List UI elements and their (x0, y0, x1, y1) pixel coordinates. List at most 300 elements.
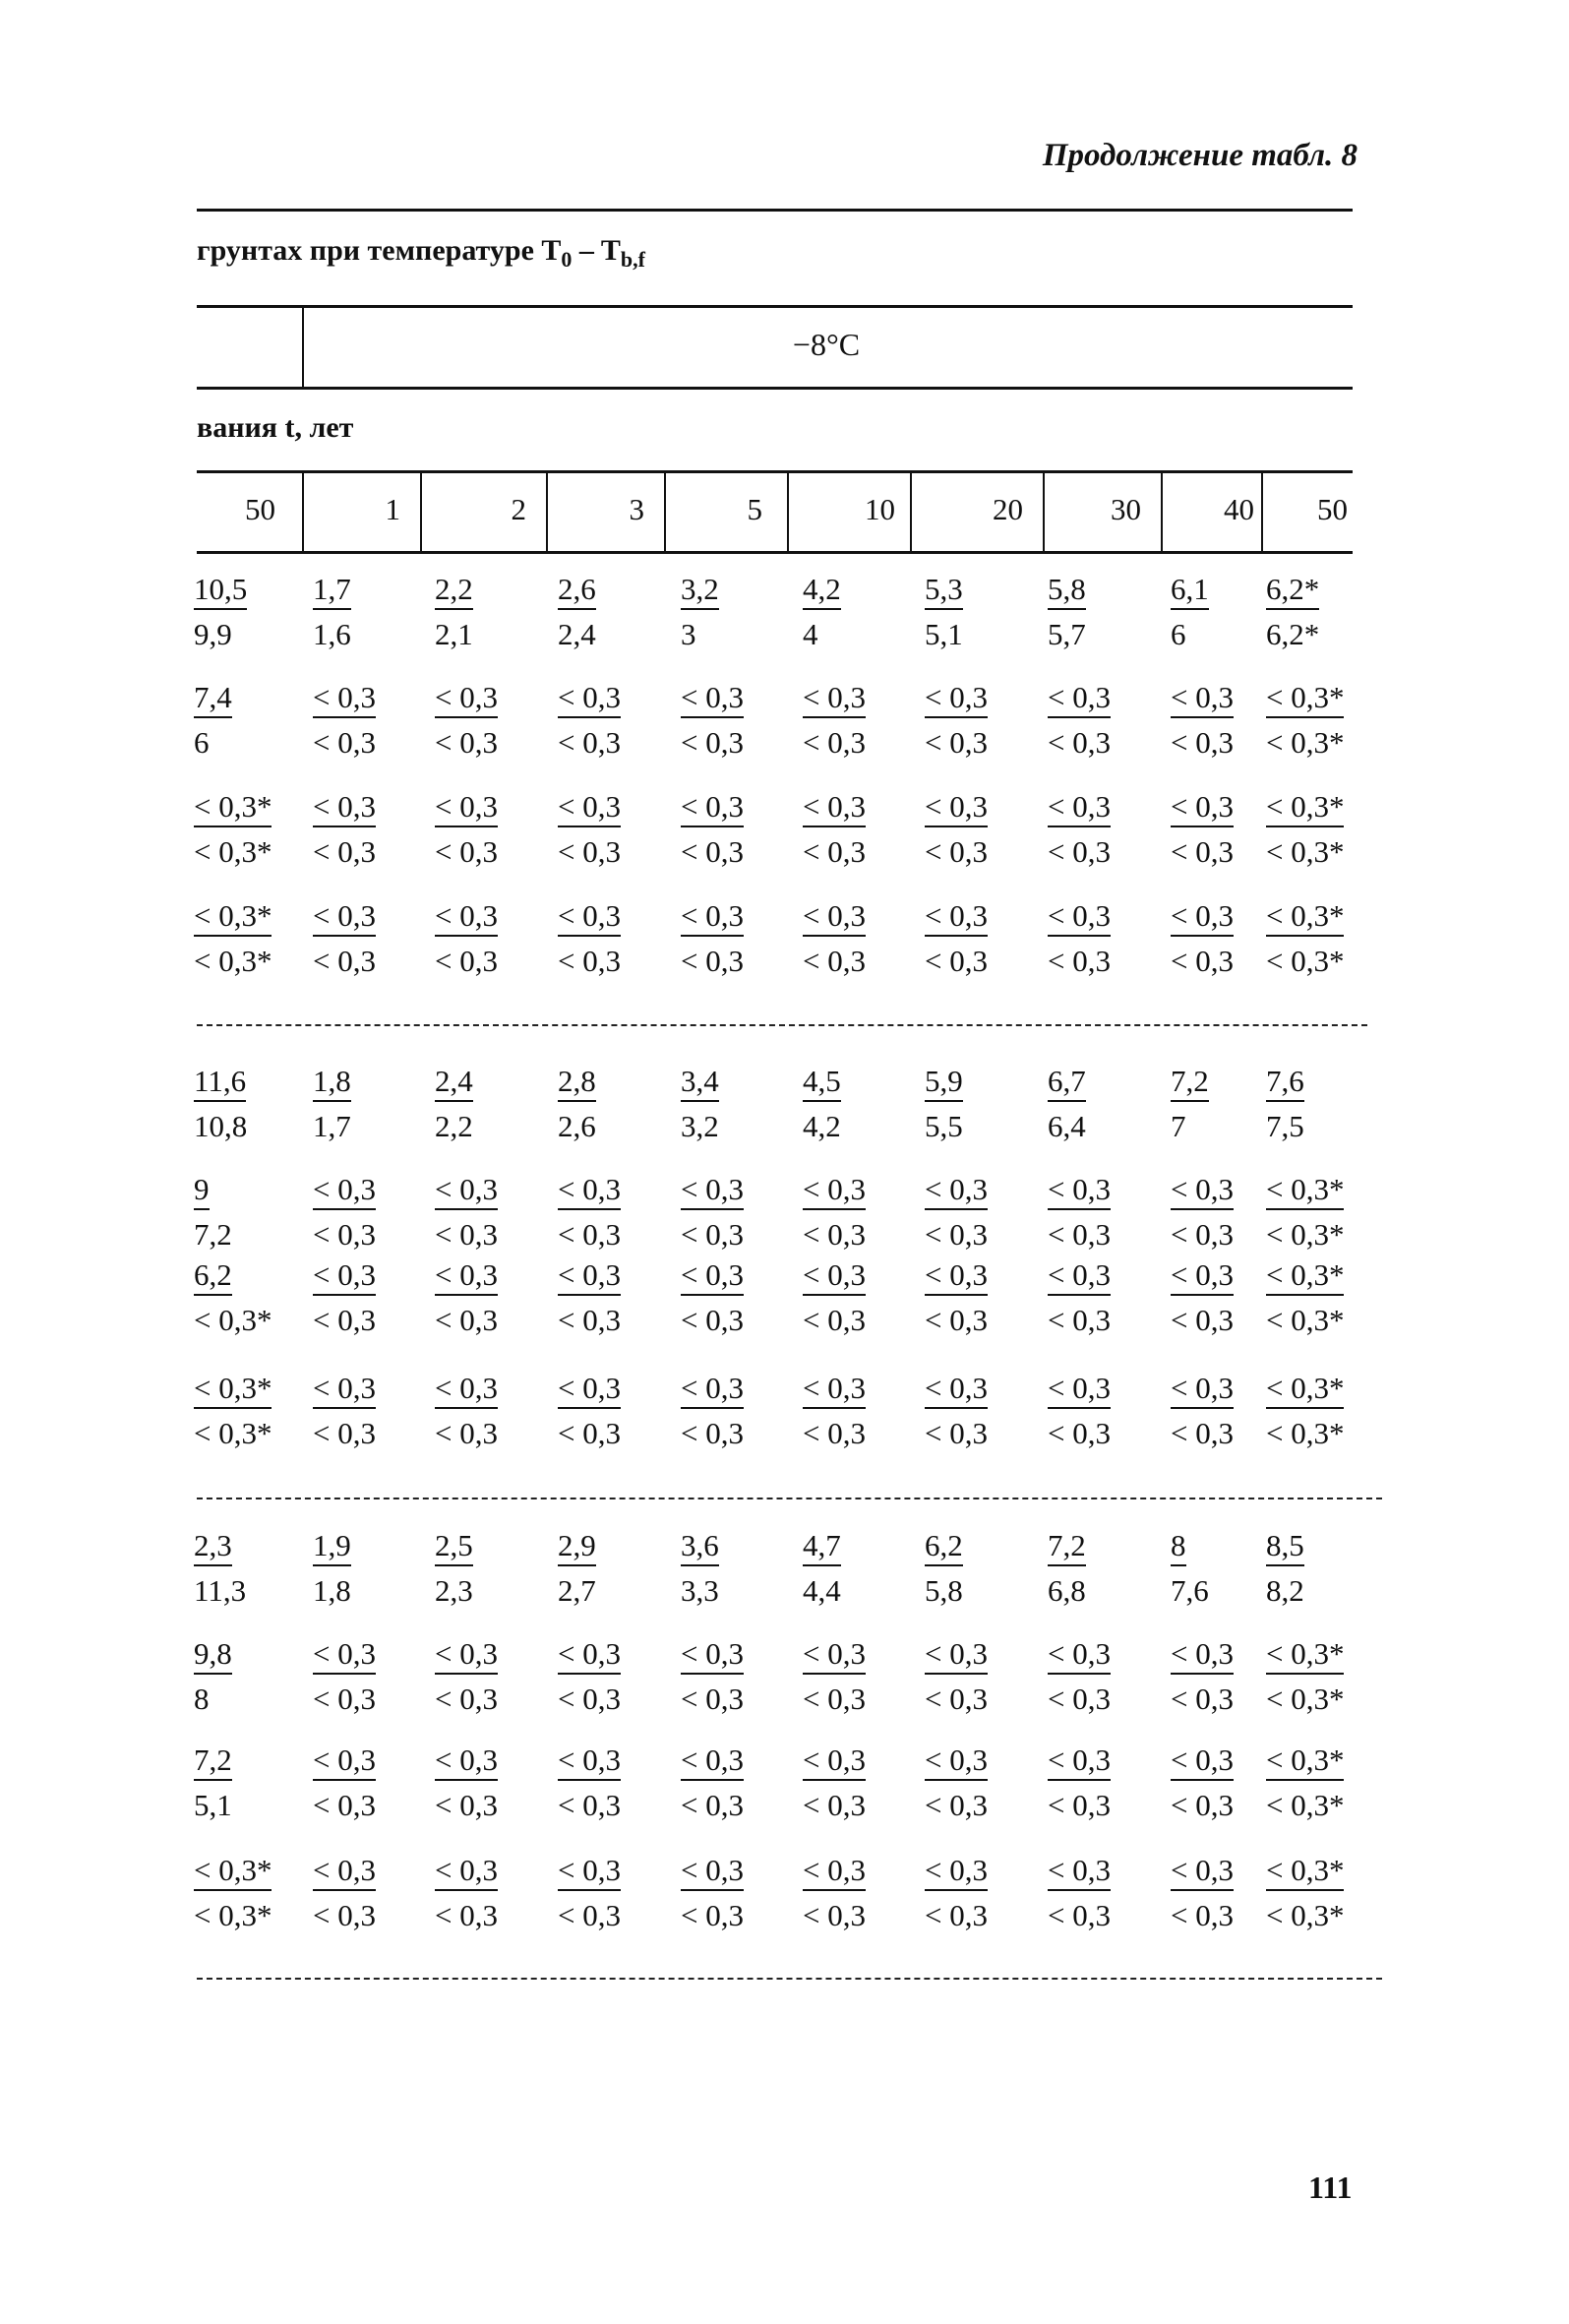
column-header: 20 (993, 492, 1023, 526)
cell-numerator: < 0,3 (681, 1259, 744, 1296)
header-rule-5 (197, 551, 1353, 554)
cell-denominator: < 0,3 (1171, 1682, 1234, 1716)
section-divider-3 (197, 1978, 1382, 1980)
cell-numerator: < 0,3 (435, 682, 498, 718)
cell-numerator: 2,3 (194, 1530, 232, 1566)
cell-denominator: < 0,3 (925, 1898, 988, 1932)
cell-denominator: < 0,3 (1171, 944, 1234, 978)
cell-numerator: < 0,3 (558, 1259, 621, 1296)
cell-denominator: < 0,3* (1266, 1788, 1345, 1822)
cell-denominator: < 0,3* (1266, 834, 1345, 869)
cell-denominator: < 0,3 (1171, 1416, 1234, 1450)
cell-denominator: < 0,3 (803, 1788, 866, 1822)
cell-numerator: < 0,3* (194, 1855, 272, 1891)
column-header: 30 (1111, 492, 1141, 526)
cell-numerator: < 0,3 (1048, 900, 1111, 937)
table-cell (1266, 1174, 1344, 1250)
cell-numerator: 6,2 (194, 1259, 232, 1296)
table-cell (925, 1066, 963, 1141)
table-cell (681, 1373, 744, 1448)
table-cell (681, 574, 719, 649)
cell-denominator: < 0,3 (803, 1303, 866, 1337)
cell-denominator: < 0,3 (558, 1416, 621, 1450)
cell-numerator: 1,7 (313, 574, 351, 610)
table-cell (1266, 1259, 1344, 1335)
table-cell (1266, 1638, 1344, 1714)
cell-numerator: < 0,3 (313, 1744, 376, 1781)
formula (541, 234, 645, 272)
cell-denominator: 2,1 (435, 617, 473, 651)
cell-numerator: < 0,3 (1048, 1174, 1111, 1210)
cell-denominator: < 0,3 (313, 1416, 376, 1450)
table-cell (558, 1530, 596, 1606)
cell-denominator: 4 (803, 617, 818, 651)
table-cell (194, 1373, 272, 1448)
cell-denominator: < 0,3 (681, 1217, 744, 1252)
table-cell (313, 1259, 376, 1335)
cell-denominator: < 0,3 (1171, 725, 1234, 760)
table-cell (925, 1638, 988, 1714)
table-cell (925, 1530, 963, 1606)
table-cell (435, 1638, 498, 1714)
cell-denominator: < 0,3* (1266, 1416, 1345, 1450)
column-header: 2 (511, 492, 526, 526)
cell-numerator: 1,8 (313, 1066, 351, 1102)
table-cell (1048, 1855, 1111, 1930)
cell-numerator: < 0,3 (435, 1174, 498, 1210)
column-divider (1161, 470, 1163, 551)
table-cell (803, 682, 866, 758)
cell-denominator: < 0,3 (681, 1303, 744, 1337)
cell-denominator: < 0,3 (1171, 1898, 1234, 1932)
table-cell (1171, 1066, 1209, 1141)
table-cell (313, 791, 376, 867)
cell-numerator: 3,6 (681, 1530, 719, 1566)
cell-denominator: 1,6 (313, 617, 351, 651)
cell-numerator: < 0,3 (435, 1855, 498, 1891)
table-cell (1171, 1855, 1234, 1930)
cell-numerator: < 0,3* (1266, 1373, 1344, 1409)
cell-denominator: < 0,3 (1171, 1303, 1234, 1337)
cell-numerator: < 0,3* (1266, 791, 1344, 827)
cell-denominator: < 0,3 (1048, 1898, 1111, 1932)
table-cell (803, 1855, 866, 1930)
cell-numerator: < 0,3 (313, 1259, 376, 1296)
cell-numerator: < 0,3 (1171, 1744, 1234, 1781)
header-rule-3 (197, 387, 1353, 390)
cell-denominator: < 0,3 (1048, 1416, 1111, 1450)
cell-numerator: 7,6 (1266, 1066, 1304, 1102)
cell-denominator: 2,6 (558, 1109, 596, 1143)
table-cell (435, 1744, 498, 1820)
cell-numerator: 1,9 (313, 1530, 351, 1566)
cell-denominator: < 0,3 (803, 834, 866, 869)
cell-denominator: 6 (1171, 617, 1186, 651)
table-cell (435, 1530, 473, 1606)
table-cell (194, 791, 272, 867)
cell-numerator: < 0,3 (435, 1744, 498, 1781)
cell-numerator: < 0,3 (803, 682, 866, 718)
cell-numerator: < 0,3 (925, 900, 988, 937)
cell-numerator: 11,6 (194, 1066, 246, 1102)
table-cell (1266, 574, 1319, 649)
cell-denominator: < 0,3 (313, 944, 376, 978)
cell-denominator: < 0,3 (1171, 1217, 1234, 1252)
cell-denominator: 4,2 (803, 1109, 841, 1143)
table-cell (313, 1066, 351, 1141)
table-cell (1171, 900, 1234, 976)
table-cell (1266, 791, 1344, 867)
table-cell (1171, 1638, 1234, 1714)
cell-numerator: < 0,3 (1048, 1855, 1111, 1891)
header-line1-label: грунтах при температуре (197, 234, 534, 267)
cell-denominator: < 0,3 (558, 834, 621, 869)
cell-denominator: < 0,3* (194, 834, 272, 869)
table-cell (1048, 1174, 1111, 1250)
cell-numerator: < 0,3 (1171, 900, 1234, 937)
cell-denominator: < 0,3 (313, 1303, 376, 1337)
cell-denominator: < 0,3 (1048, 834, 1111, 869)
table-cell (313, 1855, 376, 1930)
column-divider (1261, 470, 1263, 551)
cell-denominator: 6,4 (1048, 1109, 1086, 1143)
cell-denominator: 7,5 (1266, 1109, 1304, 1143)
cell-denominator: < 0,3 (313, 1217, 376, 1252)
cell-denominator: < 0,3 (1048, 1303, 1111, 1337)
cell-denominator: < 0,3 (925, 1217, 988, 1252)
cell-numerator: < 0,3 (1048, 1373, 1111, 1409)
cell-denominator: 3,2 (681, 1109, 719, 1143)
table-cell (681, 682, 744, 758)
cell-denominator: < 0,3 (558, 725, 621, 760)
cell-numerator: < 0,3 (681, 1638, 744, 1675)
cell-denominator: 5,1 (194, 1788, 232, 1822)
cell-denominator: < 0,3 (313, 1788, 376, 1822)
cell-denominator: < 0,3 (681, 1682, 744, 1716)
duration-years-label: вания t, лет (197, 411, 354, 444)
table-cell (1266, 900, 1344, 976)
table-cell (1048, 1373, 1111, 1448)
cell-numerator: < 0,3 (803, 1259, 866, 1296)
cell-denominator: 8,2 (1266, 1573, 1304, 1608)
formula-t0: T (541, 234, 562, 267)
temperature-label: −8°C (792, 327, 861, 362)
cell-denominator: < 0,3 (803, 725, 866, 760)
cell-denominator: < 0,3 (681, 1416, 744, 1450)
cell-denominator: < 0,3* (1266, 1303, 1345, 1337)
cell-denominator: < 0,3 (435, 1416, 498, 1450)
section-divider-1 (197, 1024, 1367, 1026)
cell-numerator: < 0,3 (681, 682, 744, 718)
table-cell (681, 1855, 744, 1930)
cell-numerator: < 0,3 (558, 900, 621, 937)
cell-numerator: < 0,3 (925, 1174, 988, 1210)
cell-numerator: < 0,3 (803, 1744, 866, 1781)
cell-numerator: < 0,3 (558, 791, 621, 827)
cell-numerator: < 0,3 (803, 1174, 866, 1210)
formula-t0-sub: 0 (561, 247, 573, 272)
cell-numerator: 7,2 (194, 1744, 232, 1781)
cell-denominator: 6 (194, 725, 210, 760)
cell-numerator: < 0,3* (194, 791, 272, 827)
table-cell (681, 1066, 719, 1141)
cell-numerator: 10,5 (194, 574, 247, 610)
cell-denominator: < 0,3 (313, 725, 376, 760)
cell-numerator: < 0,3 (681, 1744, 744, 1781)
table-cell (194, 1530, 246, 1606)
cell-denominator: < 0,3* (1266, 725, 1345, 760)
cell-denominator: < 0,3 (558, 1682, 621, 1716)
cell-numerator: 2,8 (558, 1066, 596, 1102)
table-cell (681, 900, 744, 976)
cell-numerator: < 0,3 (435, 1638, 498, 1675)
cell-numerator: < 0,3 (1171, 1638, 1234, 1675)
cell-numerator: < 0,3* (1266, 1174, 1344, 1210)
table-cell (803, 791, 866, 867)
cell-denominator: < 0,3 (558, 1898, 621, 1932)
cell-denominator: < 0,3 (925, 1788, 988, 1822)
table-cell (194, 900, 272, 976)
formula-tb-sub: b,f (620, 247, 645, 272)
cell-numerator: 7,4 (194, 682, 232, 718)
table-cell (313, 900, 376, 976)
table-cell (681, 1744, 744, 1820)
cell-denominator: 6,2* (1266, 617, 1320, 651)
cell-numerator: < 0,3 (925, 1638, 988, 1675)
cell-numerator: 5,8 (1048, 574, 1086, 610)
cell-numerator: < 0,3 (925, 1373, 988, 1409)
cell-denominator: 5,8 (925, 1573, 963, 1608)
cell-numerator: < 0,3 (1171, 1373, 1234, 1409)
cell-numerator: < 0,3 (1171, 791, 1234, 827)
column-header: 1 (385, 492, 400, 526)
table-cell (803, 574, 841, 649)
formula-minus: – (572, 234, 601, 267)
cell-denominator: < 0,3* (1266, 1898, 1345, 1932)
table-cell (1048, 900, 1111, 976)
cell-numerator: 9 (194, 1174, 210, 1210)
cell-denominator: < 0,3 (558, 1788, 621, 1822)
cell-numerator: < 0,3 (313, 682, 376, 718)
table-cell (558, 1638, 621, 1714)
cell-numerator: 6,2* (1266, 574, 1319, 610)
table-cell (681, 1638, 744, 1714)
cell-denominator: < 0,3 (803, 1682, 866, 1716)
cell-numerator: < 0,3 (803, 1638, 866, 1675)
cell-numerator: < 0,3 (558, 1855, 621, 1891)
cell-numerator: 2,4 (435, 1066, 473, 1102)
table-cell (681, 791, 744, 867)
cell-numerator: < 0,3 (925, 1855, 988, 1891)
cell-numerator: < 0,3 (435, 1259, 498, 1296)
table-cell (1171, 791, 1234, 867)
cell-numerator: < 0,3* (1266, 1744, 1344, 1781)
cell-denominator: < 0,3* (194, 1416, 272, 1450)
cell-denominator: 4,4 (803, 1573, 841, 1608)
table-cell (435, 1066, 473, 1141)
cell-denominator: 9,9 (194, 617, 232, 651)
cell-denominator: < 0,3 (681, 944, 744, 978)
cell-numerator: < 0,3 (1171, 682, 1234, 718)
cell-denominator: < 0,3 (681, 1898, 744, 1932)
table-cell (313, 1174, 376, 1250)
table-cell (1266, 682, 1344, 758)
cell-denominator: < 0,3 (925, 1416, 988, 1450)
table-cell (194, 1638, 232, 1714)
cell-numerator: 3,2 (681, 574, 719, 610)
cell-numerator: < 0,3 (803, 1373, 866, 1409)
table-cell (435, 574, 473, 649)
cell-denominator: < 0,3 (435, 1898, 498, 1932)
cell-denominator: < 0,3 (558, 944, 621, 978)
cell-numerator: < 0,3 (803, 791, 866, 827)
cell-denominator: 7 (1171, 1109, 1186, 1143)
cell-numerator: < 0,3 (435, 791, 498, 827)
column-header: 3 (629, 492, 644, 526)
table-cell (558, 1744, 621, 1820)
cell-denominator: < 0,3 (681, 1788, 744, 1822)
table-cell (194, 1744, 232, 1820)
cell-denominator: < 0,3* (194, 1898, 272, 1932)
cell-numerator: < 0,3 (435, 1373, 498, 1409)
cell-numerator: 6,2 (925, 1530, 963, 1566)
table-cell (1048, 1744, 1111, 1820)
cell-numerator: < 0,3 (681, 1373, 744, 1409)
table-cell (558, 791, 621, 867)
cell-denominator: 2,7 (558, 1573, 596, 1608)
column-divider (910, 470, 912, 551)
cell-denominator: < 0,3 (1048, 1788, 1111, 1822)
cell-numerator: < 0,3 (1171, 1259, 1234, 1296)
header-temp-divider (302, 305, 304, 387)
table-cell (1171, 1373, 1234, 1448)
cell-numerator: 9,8 (194, 1638, 232, 1675)
cell-numerator: < 0,3 (803, 1855, 866, 1891)
table-cell (803, 1530, 841, 1606)
cell-denominator: < 0,3 (925, 944, 988, 978)
cell-numerator: 5,3 (925, 574, 963, 610)
table-cell (558, 1855, 621, 1930)
cell-numerator: < 0,3 (925, 682, 988, 718)
cell-denominator: < 0,3 (803, 944, 866, 978)
cell-denominator: 2,2 (435, 1109, 473, 1143)
cell-numerator: < 0,3 (1048, 1638, 1111, 1675)
formula-tb: T (600, 234, 621, 267)
cell-numerator: < 0,3* (1266, 1638, 1344, 1675)
table-cell (558, 1066, 596, 1141)
cell-denominator: < 0,3 (313, 1682, 376, 1716)
table-cell (925, 574, 963, 649)
cell-numerator: < 0,3* (1266, 900, 1344, 937)
table-cell (435, 1174, 498, 1250)
cell-denominator: < 0,3 (803, 1416, 866, 1450)
table-cell (925, 1259, 988, 1335)
cell-denominator: < 0,3 (435, 1217, 498, 1252)
table-cell (925, 682, 988, 758)
table-cell (925, 1855, 988, 1930)
cell-numerator: 8 (1171, 1530, 1186, 1566)
table-cell (435, 682, 498, 758)
table-cell (681, 1174, 744, 1250)
column-header: 10 (865, 492, 895, 526)
column-divider (302, 470, 304, 551)
cell-denominator: < 0,3 (925, 725, 988, 760)
column-divider (420, 470, 422, 551)
cell-numerator: < 0,3 (313, 1638, 376, 1675)
table-cell (1048, 1638, 1111, 1714)
table-continuation-caption: Продолжение табл. 8 (1042, 138, 1358, 173)
table-cell (925, 1174, 988, 1250)
table-cell (1171, 1174, 1234, 1250)
cell-denominator: 8 (194, 1682, 210, 1716)
table-cell (435, 900, 498, 976)
table-cell (558, 682, 621, 758)
cell-denominator: < 0,3 (681, 725, 744, 760)
cell-denominator: 10,8 (194, 1109, 248, 1143)
header-soil-temperature-text (197, 234, 645, 273)
cell-denominator: 2,3 (435, 1573, 473, 1608)
header-top-rule (197, 209, 1353, 212)
table-cell (925, 791, 988, 867)
table-cell (435, 1259, 498, 1335)
cell-denominator: < 0,3 (435, 1303, 498, 1337)
cell-denominator: < 0,3 (435, 944, 498, 978)
cell-denominator: < 0,3* (1266, 944, 1345, 978)
header-rule-2 (197, 305, 1353, 308)
cell-numerator: < 0,3 (925, 1259, 988, 1296)
table-cell (194, 1066, 247, 1141)
cell-denominator: < 0,3 (1048, 725, 1111, 760)
table-cell (313, 1373, 376, 1448)
cell-numerator: < 0,3 (925, 1744, 988, 1781)
cell-denominator: < 0,3 (435, 725, 498, 760)
table-cell (313, 682, 376, 758)
cell-numerator: 3,4 (681, 1066, 719, 1102)
table-cell (1171, 682, 1234, 758)
column-divider (787, 470, 789, 551)
table-cell (194, 1174, 232, 1250)
table-cell (1048, 1259, 1111, 1335)
cell-denominator: < 0,3 (1048, 1682, 1111, 1716)
table-cell (1171, 1530, 1209, 1606)
cell-denominator: 7,2 (194, 1217, 232, 1252)
table-cell (313, 574, 351, 649)
table-cell (194, 1855, 272, 1930)
cell-denominator: < 0,3 (681, 834, 744, 869)
cell-numerator: < 0,3* (1266, 1259, 1344, 1296)
cell-numerator: < 0,3 (313, 1855, 376, 1891)
cell-denominator: 11,3 (194, 1573, 247, 1608)
table-cell (435, 1855, 498, 1930)
cell-denominator: < 0,3 (435, 834, 498, 869)
cell-numerator: < 0,3 (1171, 1855, 1234, 1891)
table-cell (313, 1530, 351, 1606)
cell-numerator: 6,7 (1048, 1066, 1086, 1102)
table-cell (681, 1259, 744, 1335)
cell-denominator: 2,4 (558, 617, 596, 651)
section-divider-2 (197, 1498, 1382, 1499)
cell-numerator: < 0,3 (558, 1638, 621, 1675)
cell-numerator: 7,2 (1171, 1066, 1209, 1102)
table-cell (803, 900, 866, 976)
column-header: 50 (245, 492, 275, 526)
table-cell (803, 1174, 866, 1250)
cell-numerator: 5,9 (925, 1066, 963, 1102)
cell-numerator: < 0,3 (681, 1174, 744, 1210)
table-cell (925, 1744, 988, 1820)
cell-numerator: < 0,3 (558, 1744, 621, 1781)
cell-numerator: < 0,3 (1048, 1259, 1111, 1296)
